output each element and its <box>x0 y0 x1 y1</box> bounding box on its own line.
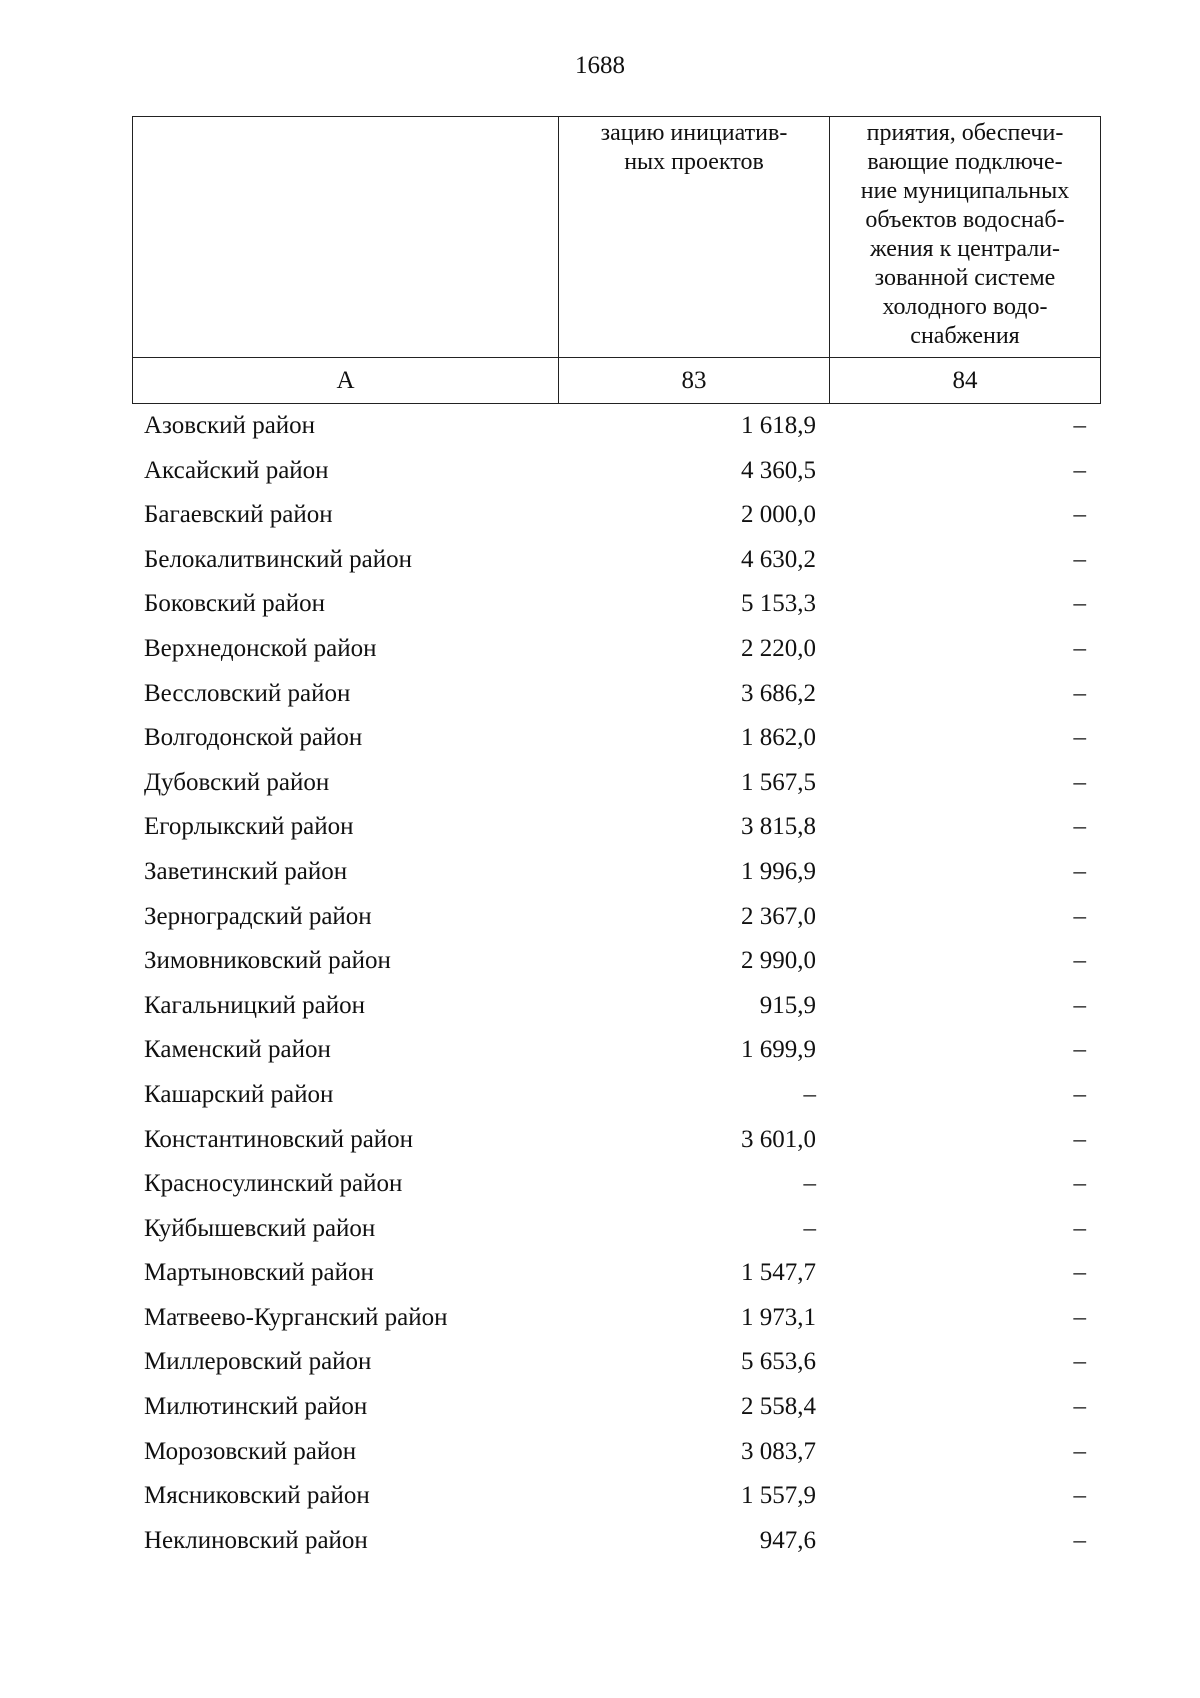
value-col-83: 5 153,3 <box>741 590 816 618</box>
value-col-84: – <box>1073 590 1086 618</box>
table-row <box>132 1073 1098 1118</box>
value-col-83: 2 220,0 <box>741 634 816 662</box>
header-index-row <box>133 358 1101 404</box>
value-col-84: – <box>1073 1393 1086 1421</box>
header-description-row <box>133 117 1101 358</box>
district-name: Аксайский район <box>144 456 329 484</box>
district-name: Неклиновский район <box>144 1526 368 1554</box>
value-col-84: – <box>1073 634 1086 662</box>
district-name: Каменский район <box>144 1036 331 1064</box>
table-row <box>132 895 1098 940</box>
value-col-83: 1 973,1 <box>741 1303 816 1331</box>
value-col-83: 2 558,4 <box>741 1393 816 1421</box>
district-name: Миллеровский район <box>144 1348 372 1376</box>
value-col-84: – <box>1073 902 1086 930</box>
value-col-84: – <box>1073 991 1086 1019</box>
district-name: Кашарский район <box>144 1080 334 1108</box>
table-row <box>132 850 1098 895</box>
value-col-84: – <box>1073 1036 1086 1064</box>
district-name: Боковский район <box>144 590 325 618</box>
table-row <box>132 1340 1098 1385</box>
value-col-84: – <box>1073 412 1086 439</box>
value-col-84: – <box>1073 679 1086 707</box>
value-col-84: – <box>1073 1125 1086 1153</box>
value-col-83: 2 000,0 <box>741 501 816 529</box>
value-col-83: – <box>803 1170 816 1198</box>
value-col-84: – <box>1073 1259 1086 1287</box>
table-row <box>132 1296 1098 1341</box>
table-row <box>132 1519 1098 1564</box>
value-col-83: 1 618,9 <box>741 412 816 439</box>
table-row <box>132 538 1098 583</box>
table-row <box>132 1028 1098 1073</box>
value-col-84: – <box>1073 1348 1086 1376</box>
value-col-83: 1 547,7 <box>741 1259 816 1287</box>
header-index-a: А <box>133 358 559 404</box>
district-name: Волгодонской район <box>144 724 363 752</box>
value-col-83: 1 996,9 <box>741 857 816 885</box>
district-name: Милютинский район <box>144 1393 368 1421</box>
value-col-83: 3 083,7 <box>741 1437 816 1465</box>
table-header <box>132 116 1101 404</box>
table-row <box>132 939 1098 984</box>
district-name: Белокалитвинский район <box>144 545 412 573</box>
value-col-83: 3 601,0 <box>741 1125 816 1153</box>
table-row <box>132 1385 1098 1430</box>
header-index-84: 84 <box>830 358 1101 404</box>
value-col-83: 1 567,5 <box>741 768 816 796</box>
page-number: 1688 <box>575 52 625 79</box>
value-col-84: – <box>1073 1526 1086 1554</box>
value-col-84: – <box>1073 501 1086 529</box>
district-name: Зерноградский район <box>144 902 372 930</box>
value-col-83: 1 557,9 <box>741 1482 816 1510</box>
table-row <box>132 1118 1098 1163</box>
table-row <box>132 984 1098 1029</box>
district-name: Весcловский район <box>144 679 351 707</box>
table-row <box>132 1207 1098 1252</box>
header-index-83: 83 <box>559 358 830 404</box>
district-name: Дубовский район <box>144 768 330 796</box>
value-col-83: 947,6 <box>759 1526 816 1554</box>
value-col-84: – <box>1073 1437 1086 1465</box>
value-col-83: – <box>803 1214 816 1242</box>
district-name: Красносулинский район <box>144 1170 403 1198</box>
table-row <box>132 761 1098 806</box>
value-col-84: – <box>1073 1482 1086 1510</box>
table-row <box>132 672 1098 717</box>
table-row <box>132 627 1098 672</box>
district-name: Верхнедонской район <box>144 634 377 662</box>
value-col-84: – <box>1073 1170 1086 1198</box>
table-row <box>132 493 1098 538</box>
district-name: Егорлыкский район <box>144 813 354 841</box>
table-row <box>132 716 1098 761</box>
value-col-84: – <box>1073 857 1086 885</box>
value-col-83: 4 630,2 <box>741 545 816 573</box>
value-col-83: 2 990,0 <box>741 947 816 975</box>
value-col-84: – <box>1073 813 1086 841</box>
district-name: Мартыновский район <box>144 1259 374 1287</box>
header-col-83: зацию инициатив- ных проектов <box>559 117 830 358</box>
value-col-83: 1 699,9 <box>741 1036 816 1064</box>
value-col-83: 3 686,2 <box>741 679 816 707</box>
value-col-84: – <box>1073 768 1086 796</box>
district-name: Азовский район <box>144 412 316 439</box>
value-col-83: 4 360,5 <box>741 456 816 484</box>
district-name: Морозовский район <box>144 1437 357 1465</box>
district-name: Кагальницкий район <box>144 991 366 1019</box>
table-row <box>132 449 1098 494</box>
district-name: Мясниковский район <box>144 1482 370 1510</box>
value-col-84: – <box>1073 456 1086 484</box>
table-row <box>132 805 1098 850</box>
table-body <box>132 404 1098 1563</box>
district-name: Зимовниковский район <box>144 947 391 975</box>
district-name: Куйбышевский район <box>144 1214 376 1242</box>
table-row <box>132 1430 1098 1475</box>
table-row <box>132 1162 1098 1207</box>
table-row <box>132 1251 1098 1296</box>
table-row <box>132 1474 1098 1519</box>
value-col-83: 3 815,8 <box>741 813 816 841</box>
table-row <box>132 582 1098 627</box>
header-col-a <box>133 117 559 358</box>
value-col-84: – <box>1073 947 1086 975</box>
value-col-83: 5 653,6 <box>741 1348 816 1376</box>
value-col-84: – <box>1073 545 1086 573</box>
header-col-84: приятия, обеспечи- вающие подключе- ние муниципальных объектов водоснаб- жения к централи- зованной системе холодного водо- снабжения <box>830 117 1101 358</box>
value-col-84: – <box>1073 1214 1086 1242</box>
district-name: Багаевский район <box>144 501 333 529</box>
value-col-84: – <box>1073 1303 1086 1331</box>
table-row <box>132 404 1098 449</box>
value-col-84: – <box>1073 1080 1086 1108</box>
value-col-83: – <box>803 1080 816 1108</box>
value-col-83: 915,9 <box>759 991 816 1019</box>
district-name: Константиновский район <box>144 1125 414 1153</box>
value-col-83: 2 367,0 <box>741 902 816 930</box>
value-col-83: 1 862,0 <box>741 724 816 752</box>
district-name: Матвеево-Курганский район <box>144 1303 448 1331</box>
district-name: Заветинский район <box>144 857 348 885</box>
value-col-84: – <box>1073 724 1086 752</box>
